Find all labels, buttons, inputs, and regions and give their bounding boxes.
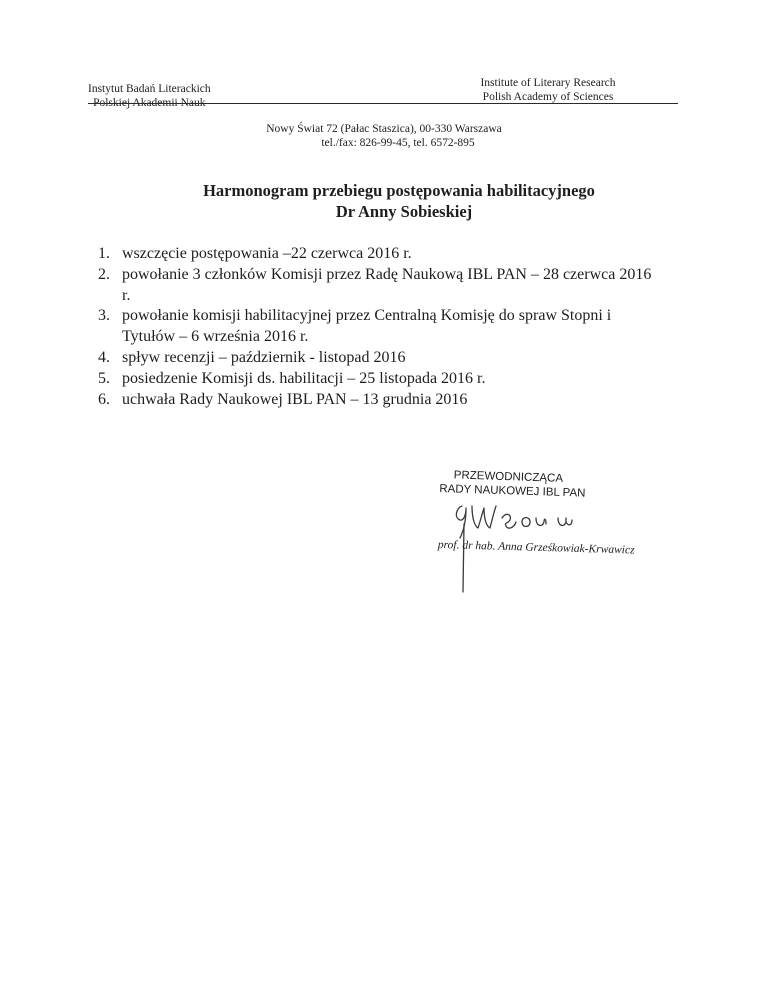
item-text: posiedzenie Komisji ds. habilitacji – 25 listopada 2016 r. bbox=[122, 369, 486, 387]
item-number: 2. bbox=[98, 265, 110, 283]
item-number: 1. bbox=[98, 245, 110, 262]
list-item bbox=[98, 348, 658, 369]
phone-line: tel./fax: 826-99-45, tel. 6572-895 bbox=[321, 137, 475, 149]
list-item bbox=[98, 306, 658, 348]
institution-name-polish bbox=[88, 82, 211, 110]
title-line1: Harmonogram przebiegu postępowania habilitacyjnego bbox=[203, 181, 595, 200]
list-item bbox=[98, 369, 658, 390]
item-number: 6. bbox=[98, 390, 110, 408]
list-item bbox=[98, 265, 658, 307]
signer-name: prof. dr hab. Anna Grześkowiak-Krwawicz bbox=[437, 538, 635, 557]
title-line2: Dr Anny Sobieskiej bbox=[335, 202, 473, 221]
item-text: wszczęcie postępowania –22 czerwca 2016 r. bbox=[122, 245, 412, 262]
schedule-list bbox=[98, 244, 658, 410]
document-title bbox=[0, 180, 768, 222]
item-text: uchwała Rady Naukowej IBL PAN – 13 grudnia 2016 bbox=[122, 390, 468, 408]
address-line: Nowy Świat 72 (Pałac Staszica), 00-330 Warszawa bbox=[266, 123, 502, 135]
item-number: 4. bbox=[98, 348, 110, 366]
institution-polish-line1: Instytut Badań Literackich bbox=[88, 83, 211, 95]
item-text: powołanie komisji habilitacyjnej przez Centralną Komisję do spraw Stopni i Tytułów – 6 września 2016 r. bbox=[122, 307, 612, 346]
item-number: 3. bbox=[98, 307, 110, 325]
list-item bbox=[98, 244, 658, 265]
header-divider bbox=[88, 103, 678, 104]
institution-english-line2: Polish Academy of Sciences bbox=[482, 91, 614, 103]
stamp-title-line2: RADY NAUKOWEJ IBL PAN bbox=[439, 482, 586, 500]
list-item bbox=[98, 390, 658, 411]
institution-polish-line2: Polskiej Akademii Nauk bbox=[93, 97, 206, 109]
item-text: spływ recenzji – październik - listopad 2016 bbox=[122, 348, 406, 366]
institution-english-line1: Institute of Literary Research bbox=[480, 77, 616, 89]
item-text: powołanie 3 członków Komisji przez Radę Naukową IBL PAN – 28 czerwca 2016 r. bbox=[122, 265, 652, 304]
stamp-title-line1: PRZEWODNICZĄCA bbox=[453, 469, 564, 485]
institution-name-english bbox=[470, 76, 626, 104]
institution-address bbox=[0, 122, 768, 150]
item-number: 5. bbox=[98, 369, 110, 387]
